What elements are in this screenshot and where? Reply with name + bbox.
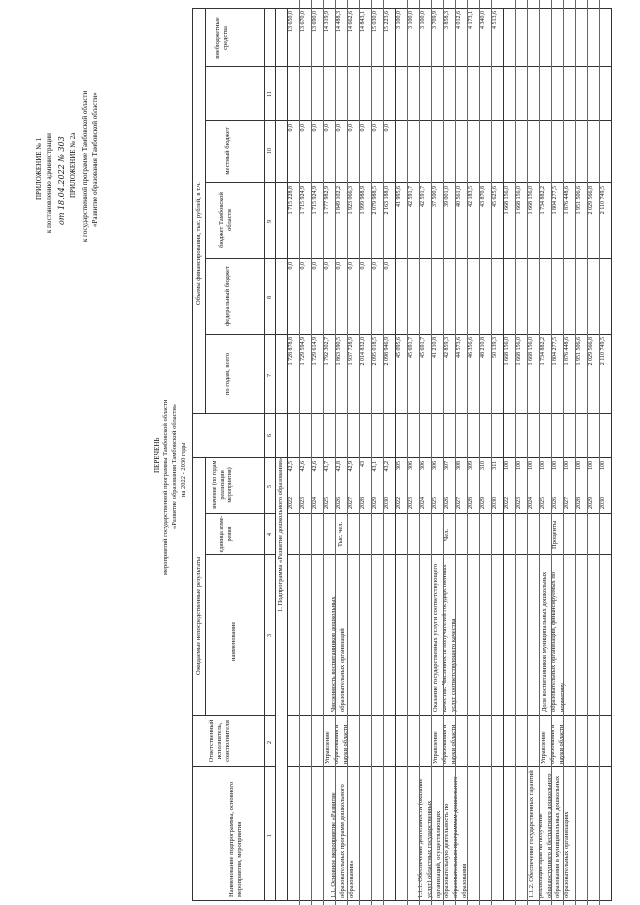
value-cell: 43,1 <box>372 461 378 472</box>
total-cell: 2 098 946,9 <box>384 337 390 366</box>
year-cell: 2028 <box>576 497 582 509</box>
year-cell: 2027 <box>564 497 570 509</box>
value-cell: 100 <box>588 461 594 470</box>
federal-cell: 0,0 <box>384 262 390 270</box>
section-executor: Управление образования и науки области <box>540 724 565 764</box>
value-cell: 311 <box>492 461 498 470</box>
regional-cell: 2 110 749,5 <box>600 186 606 215</box>
value-cell: 100 <box>600 461 606 470</box>
table-row <box>491 0 503 905</box>
col-header-total: по годам, всего <box>224 352 231 396</box>
extra-cell: 14 488,3 <box>336 11 342 32</box>
total-cell: 2 095 018,5 <box>372 337 378 366</box>
regional-cell: 1 734 882,2 <box>540 186 546 215</box>
col-header-name: Наименование подпрограммы, основного мероприятия, мероприятия <box>228 781 244 897</box>
year-cell: 2026 <box>444 497 450 509</box>
section-result: Оказание государственных услуги соответствующего качества. Численность получателей государственных услуг соответствующего качества <box>432 563 457 712</box>
total-cell: 44 573,6 <box>456 337 462 358</box>
regional-cell: 1 715 924,9 <box>312 186 318 215</box>
col-header-extra: внебюджетные средства <box>214 17 230 59</box>
date-number: от 18.04.2022 № 303 <box>57 136 66 225</box>
value-cell: 42,5 <box>288 461 294 472</box>
extra-cell: 4 513,6 <box>492 11 498 29</box>
regional-cell: 1 951 506,6 <box>576 186 582 215</box>
year-cell: 2029 <box>480 497 486 509</box>
col-header-federal: федеральный бюджет <box>224 266 231 326</box>
extra-cell: 15 223,6 <box>384 11 390 32</box>
doc-subtitle-3: на 2022 - 2030 годы <box>180 442 187 497</box>
col-number: 6 <box>267 434 273 437</box>
year-cell: 2025 <box>540 497 546 509</box>
table-row <box>383 0 395 905</box>
local-cell: 0,0 <box>384 124 390 132</box>
doc-subtitle-1: мероприятий государственной программы Тамбовской области <box>162 399 169 575</box>
regional-cell: 1 804 277,5 <box>552 186 558 215</box>
extra-cell: 4 173,1 <box>468 11 474 29</box>
subprogram-title: 1. Подпрограмма «Развитие дошкольного образования» <box>277 457 284 612</box>
year-cell: 2025 <box>324 497 330 509</box>
value-cell: 308 <box>456 461 462 470</box>
federal-cell: 0,0 <box>348 262 354 270</box>
total-cell: 1 876 448,6 <box>564 337 570 366</box>
total-cell: 42 859,3 <box>444 337 450 358</box>
regional-cell: 37 500,9 <box>432 186 438 207</box>
year-cell: 2022 <box>396 497 402 509</box>
value-cell: 100 <box>576 461 582 470</box>
value-cell: 100 <box>564 461 570 470</box>
doc-title: ПЕРЕЧЕНЬ <box>153 437 161 473</box>
value-cell: 100 <box>516 461 522 470</box>
year-cell: 2023 <box>516 497 522 509</box>
federal-cell: 0,0 <box>324 262 330 270</box>
extra-cell: 3 100,0 <box>408 11 414 29</box>
extra-cell: 3 100,0 <box>420 11 426 29</box>
local-cell: 0,0 <box>348 124 354 132</box>
year-cell: 2030 <box>600 497 606 509</box>
appendix-title: ПРИЛОЖЕНИЕ № 1 <box>35 137 43 200</box>
extra-cell: 13 650,0 <box>288 11 294 32</box>
total-cell: 48 210,8 <box>480 337 486 358</box>
extra-cell: 13 670,0 <box>300 11 306 32</box>
table-row <box>599 0 611 905</box>
total-cell: 1 734 882,2 <box>540 337 546 366</box>
federal-cell: 0,0 <box>372 262 378 270</box>
col-number: 3 <box>267 634 273 637</box>
extra-cell: 13 690,0 <box>312 11 318 32</box>
section-unit: Проценты <box>551 520 558 549</box>
total-cell: 46 356,6 <box>468 337 474 358</box>
value-cell: 306 <box>408 461 414 470</box>
total-cell: 41 210,8 <box>432 337 438 358</box>
regional-cell: 1 999 988,9 <box>360 186 366 215</box>
federal-cell: 0,0 <box>312 262 318 270</box>
year-cell: 2025 <box>432 497 438 509</box>
regional-cell: 1 876 448,6 <box>564 186 570 215</box>
extra-cell: 3 100,0 <box>396 11 402 29</box>
local-cell: 0,0 <box>288 124 294 132</box>
value-cell: 42,8 <box>336 461 342 472</box>
value-cell: 310 <box>480 461 486 470</box>
regional-cell: 42 183,5 <box>468 186 474 207</box>
results-group-header: Ожидаемые непосредственные результаты <box>195 556 202 675</box>
value-cell: 100 <box>540 461 546 470</box>
regional-cell: 39 001,0 <box>444 186 450 207</box>
value-cell: 306 <box>432 461 438 470</box>
year-cell: 2024 <box>528 497 534 509</box>
regional-cell: 41 995,6 <box>396 186 402 207</box>
local-cell: 0,0 <box>360 124 366 132</box>
col-number: 9 <box>267 220 273 223</box>
federal-cell: 0,0 <box>288 262 294 270</box>
regional-cell: 1 668 156,0 <box>516 186 522 215</box>
total-cell: 2 029 566,8 <box>588 337 594 366</box>
local-cell: 0,0 <box>300 124 306 132</box>
section-name: 1.1.1. Обеспечение деятельности (оказание услуг) областных государственных организаций, осуществляющих образовательную деятельность по образовательным программам дошкольного образования <box>417 776 468 898</box>
year-cell: 2030 <box>492 497 498 509</box>
col-header-regional: бюджет Тамбовской области <box>218 192 234 248</box>
total-cell: 45 691,7 <box>408 337 414 358</box>
regional-cell: 1 777 982,9 <box>324 186 330 215</box>
year-cell: 2027 <box>456 497 462 509</box>
year-cell: 2023 <box>300 497 306 509</box>
col-number: 10 <box>267 148 273 154</box>
col-number: 8 <box>267 296 273 299</box>
year-cell: 2029 <box>372 497 378 509</box>
regional-cell: 1 715 924,9 <box>300 186 306 215</box>
regional-cell: 43 870,8 <box>480 186 486 207</box>
regional-cell: 1 849 102,2 <box>336 186 342 215</box>
extra-cell: 15 030,0 <box>372 11 378 32</box>
year-cell: 2028 <box>360 497 366 509</box>
value-cell: 42,6 <box>300 461 306 472</box>
total-cell: 1 668 156,0 <box>504 337 510 366</box>
value-cell: 309 <box>468 461 474 470</box>
year-cell: 2024 <box>312 497 318 509</box>
regional-cell: 1 668 156,0 <box>504 186 510 215</box>
value-cell: 43 <box>360 461 366 467</box>
year-cell: 2030 <box>384 497 390 509</box>
extra-cell: 4 012,6 <box>456 11 462 29</box>
col-header-result-name: наименование <box>230 621 237 661</box>
total-cell: 2 110 749,5 <box>600 337 606 366</box>
value-cell: 100 <box>504 461 510 470</box>
extra-cell: 14 843,1 <box>360 11 366 32</box>
federal-cell: 0,0 <box>300 262 306 270</box>
local-cell: 0,0 <box>312 124 318 132</box>
total-cell: 1 804 277,5 <box>552 337 558 366</box>
col-number: 2 <box>267 741 273 744</box>
regional-cell: 1 923 066,3 <box>348 186 354 215</box>
federal-cell: 0,0 <box>336 262 342 270</box>
regional-cell: 2 029 566,8 <box>588 186 594 215</box>
total-cell: 1 668 156,0 <box>516 337 522 366</box>
total-cell: 1 729 614,9 <box>312 337 318 366</box>
value-cell: 42,9 <box>348 461 354 472</box>
col-number: 5 <box>267 485 273 488</box>
total-cell: 1 937 728,9 <box>348 337 354 366</box>
year-cell: 2022 <box>504 497 510 509</box>
doc-subtitle-2: «Развитие образования Тамбовской области» <box>171 403 178 529</box>
total-cell: 1 951 506,6 <box>576 337 582 366</box>
total-cell: 50 139,3 <box>492 337 498 358</box>
regional-cell: 2 079 988,5 <box>372 186 378 215</box>
col-number: 4 <box>267 533 273 536</box>
section-executor: Управление образования и науки области <box>324 724 349 764</box>
col-header-local: местный бюджет <box>224 127 231 175</box>
col-header-value: значение (по годам реализации мероприятия) <box>212 460 233 510</box>
year-cell: 2029 <box>588 497 594 509</box>
total-cell: 1 729 594,9 <box>300 337 306 366</box>
local-cell: 0,0 <box>336 124 342 132</box>
total-cell: 1 863 590,5 <box>336 337 342 366</box>
col-number: 1 <box>267 834 273 837</box>
local-cell: 0,0 <box>372 124 378 132</box>
total-cell: 1 668 156,0 <box>528 337 534 366</box>
value-cell: 43,7 <box>324 461 330 472</box>
year-cell: 2022 <box>288 497 294 509</box>
total-cell: 2 014 832,0 <box>360 337 366 366</box>
section-name: 1.1. Основное мероприятие «Развитие образовательных программ дошкольного образования» <box>330 784 355 898</box>
extra-cell: 3 858,3 <box>444 11 450 29</box>
federal-cell: 0,0 <box>360 262 366 270</box>
year-cell: 2028 <box>468 497 474 509</box>
col-header-executor: Ответственный исполнитель, соисполнители <box>208 719 232 763</box>
extra-cell: 14 662,6 <box>348 11 354 32</box>
appendix-2a: ПРИЛОЖЕНИЕ № 2а <box>69 132 77 198</box>
program-name-line: «Развитие образования Тамбовской области» <box>91 92 99 227</box>
value-cell: 42,6 <box>312 461 318 472</box>
section-unit: Тыс. чел. <box>337 521 344 547</box>
extra-cell: 14 319,9 <box>324 11 330 32</box>
value-cell: 305 <box>396 461 402 470</box>
section-result: Доля воспитанников муниципальных дошкольных образовательных организаций, финансируемых по нормативу <box>541 571 566 712</box>
extra-cell: 4 340,0 <box>480 11 486 29</box>
col-number: 11 <box>267 91 273 97</box>
year-cell: 2026 <box>336 497 342 509</box>
section-executor: Управление образования и науки области <box>432 724 457 764</box>
regional-cell: 40 561,0 <box>456 186 462 207</box>
to-program-line: к государственной программе Тамбовской области <box>81 90 89 242</box>
value-cell: 100 <box>552 461 558 470</box>
col-header-unit: единица изме-рения <box>219 515 233 553</box>
total-cell: 45 691,7 <box>420 337 426 358</box>
regional-cell: 1 668 156,0 <box>528 186 534 215</box>
total-cell: 45 095,6 <box>396 337 402 358</box>
value-cell: 100 <box>528 461 534 470</box>
extra-cell: 3 709,9 <box>432 11 438 29</box>
total-cell: 1 792 302,7 <box>324 337 330 366</box>
resolution-line: к постановлению администрации <box>45 133 53 233</box>
regional-cell: 42 591,7 <box>408 186 414 207</box>
section-result: Численность воспитанников дошкольных образовательных организаций <box>330 596 346 712</box>
regional-cell: 45 625,6 <box>492 186 498 207</box>
value-cell: 43,2 <box>384 461 390 472</box>
value-cell: 307 <box>444 461 450 470</box>
year-cell: 2023 <box>408 497 414 509</box>
year-cell: 2026 <box>552 497 558 509</box>
regional-cell: 1 715 228,8 <box>288 186 294 215</box>
total-cell: 1 728 878,8 <box>288 337 294 366</box>
regional-cell: 42 591,7 <box>420 186 426 207</box>
year-cell: 2027 <box>348 497 354 509</box>
section-unit: Чел. <box>443 529 450 541</box>
value-cell: 306 <box>420 461 426 470</box>
regional-cell: 2 163 188,0 <box>384 186 390 215</box>
local-cell: 0,0 <box>324 124 330 132</box>
col-number: 7 <box>267 374 273 377</box>
section-name: 1.1.2. Обеспечение государственных гарантий реализации прав на получение общедоступного и бесплатного дошкольного образования в муниципальных дошкольных образовательных организациях <box>528 770 571 898</box>
year-cell: 2024 <box>420 497 426 509</box>
funding-group-header: Объемы финансирования, тыс. рублей, в т.ч. <box>195 182 202 305</box>
